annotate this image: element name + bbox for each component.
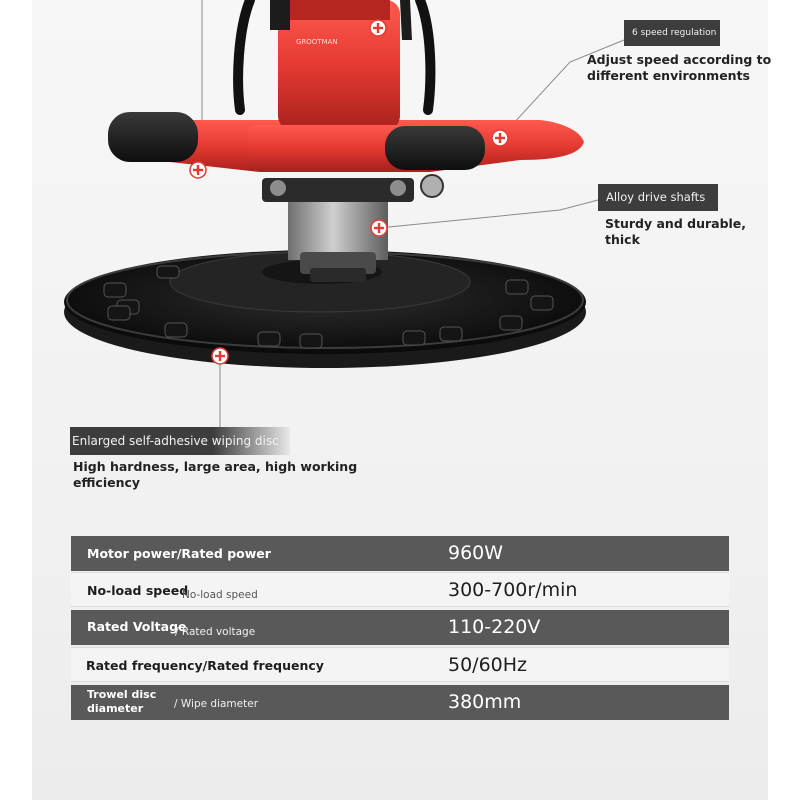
spec-row-speed — [71, 572, 729, 607]
spec-row-voltage — [71, 610, 729, 645]
spec-value: 300-700r/min — [448, 579, 578, 601]
callout-tag-shaft: Alloy drive shafts — [598, 184, 718, 211]
spec-value: 50/60Hz — [448, 654, 528, 676]
plus-marker-icon — [371, 220, 387, 236]
spec-row-frequency — [71, 647, 729, 682]
callout-tag-disc: Enlarged self-adhesive wiping disc — [70, 427, 290, 455]
spec-row-power — [71, 536, 729, 571]
spec-value: 380mm — [448, 691, 522, 713]
spec-label: Trowel disc diameter — [87, 688, 157, 715]
plus-marker-icon — [492, 130, 508, 146]
spec-label: Rated frequency/Rated frequency — [86, 658, 324, 673]
plus-marker-icon — [212, 348, 228, 364]
callout-tag-speed: 6 speed regulation — [624, 20, 720, 46]
spec-value: 960W — [448, 542, 504, 564]
spec-sublabel: / Rated voltage — [175, 626, 256, 638]
spec-label: Motor power/Rated power — [87, 546, 271, 561]
spec-label: No-load speed — [87, 583, 189, 598]
motor-body — [139, 0, 584, 172]
spec-value: 110-220V — [448, 616, 541, 638]
spec-sublabel: / Wipe diameter — [174, 698, 259, 710]
brand-label: GROOTMAN — [296, 38, 338, 46]
callout-desc-speed: Adjust speed according to different environments — [587, 52, 772, 83]
spec-sublabel: No-load speed — [182, 589, 258, 601]
plus-marker-icon — [190, 162, 206, 178]
spec-label: Rated Voltage — [87, 619, 187, 634]
callout-desc-shaft: Sturdy and durable, thick — [605, 216, 747, 247]
callout-desc-disc: High hardness, large area, high working efficiency — [73, 459, 358, 490]
spec-row-diameter — [71, 685, 729, 720]
plus-marker-icon — [370, 20, 386, 36]
